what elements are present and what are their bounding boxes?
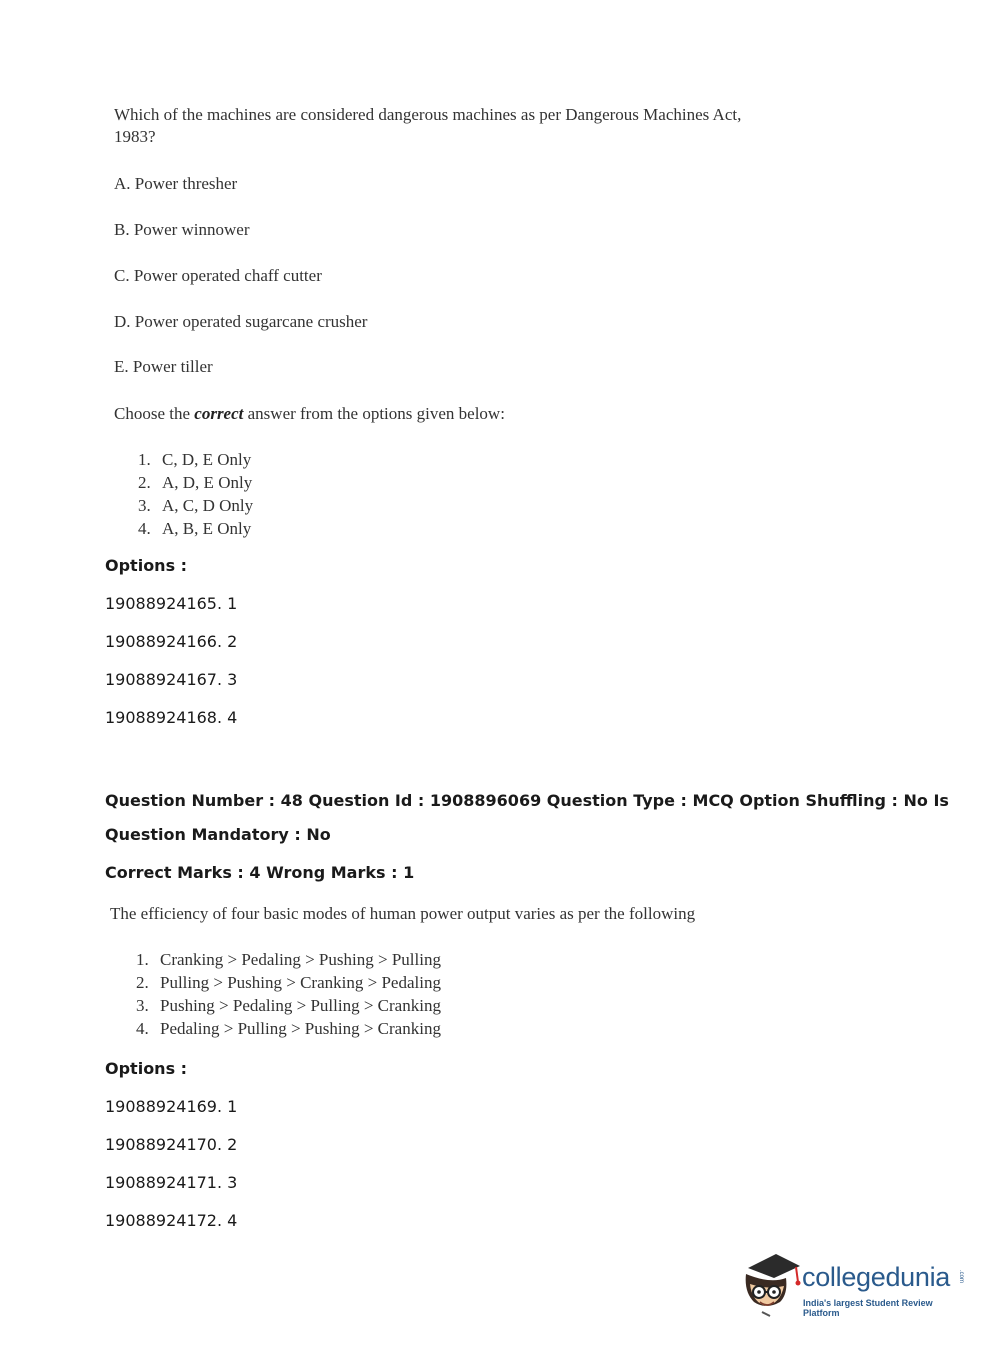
answer-choice: [138, 471, 253, 494]
option-item: 19088924167. 3: [105, 670, 238, 689]
answer-choice-list: [136, 948, 441, 1040]
question-text: The efficiency of four basic modes of human power output varies as per the following: [110, 904, 696, 923]
statement-d: D. Power operated sugarcane crusher: [114, 312, 368, 331]
options-label: Options :: [105, 1059, 188, 1078]
option-item: 19088924171. 3: [105, 1173, 238, 1192]
answer-choice: [136, 1017, 441, 1040]
answer-choice: [136, 994, 441, 1017]
choice-text: Pushing > Pedaling > Pulling > Cranking: [160, 996, 441, 1015]
option-item: 19088924170. 2: [105, 1135, 238, 1154]
option-item: 19088924168. 4: [105, 708, 238, 727]
choice-number: 2.: [136, 973, 149, 992]
choice-text: C, D, E Only: [162, 450, 252, 469]
choose-prefix: Choose the: [114, 404, 195, 423]
choice-text: A, B, E Only: [162, 519, 252, 538]
logo-suffix: .com: [958, 1270, 964, 1284]
options-label: Options :: [105, 556, 188, 575]
choice-text: Cranking > Pedaling > Pushing > Pulling: [160, 950, 441, 969]
answer-choice: [138, 448, 253, 471]
logo-tagline: India's largest Student Review Platform: [803, 1298, 933, 1318]
choice-number: 1.: [138, 450, 151, 469]
choice-number: 2.: [138, 473, 151, 492]
answer-choice-list: [138, 448, 253, 540]
choice-text: Pedaling > Pulling > Pushing > Cranking: [160, 1019, 441, 1038]
answer-choice: [136, 948, 441, 971]
answer-choice: [138, 517, 253, 540]
mascot-icon: [740, 1248, 802, 1320]
option-item: 19088924166. 2: [105, 632, 238, 651]
choose-instruction: [114, 404, 505, 424]
statement-b: B. Power winnower: [114, 220, 250, 239]
question-marks: Correct Marks : 4 Wrong Marks : 1: [105, 863, 415, 882]
statement-c: C. Power operated chaff cutter: [114, 266, 322, 285]
statement-a: A. Power thresher: [114, 174, 238, 193]
choice-number: 4.: [136, 1019, 149, 1038]
question-meta-line2: Question Mandatory : No: [105, 825, 331, 844]
option-item: 19088924165. 1: [105, 594, 238, 613]
choice-text: A, D, E Only: [162, 473, 253, 492]
option-item: 19088924172. 4: [105, 1211, 238, 1230]
choice-number: 1.: [136, 950, 149, 969]
choice-number: 4.: [138, 519, 151, 538]
statement-e: E. Power tiller: [114, 357, 213, 376]
question-meta-line1: Question Number : 48 Question Id : 1908896069 Question Type : MCQ Option Shuffling : No Is: [105, 791, 949, 810]
choose-emphasis: correct: [194, 404, 244, 423]
question-text: Which of the machines are considered dangerous machines as per Dangerous Machines Act, 1983?: [114, 105, 742, 146]
choice-number: 3.: [136, 996, 149, 1015]
choose-suffix: answer from the options given below:: [243, 404, 505, 423]
answer-choice: [136, 971, 441, 994]
answer-choice: [138, 494, 253, 517]
logo-wordmark: collegedunia: [802, 1262, 951, 1292]
choice-text: Pulling > Pushing > Cranking > Pedaling: [160, 973, 441, 992]
collegedunia-logo: [740, 1248, 970, 1320]
option-item: 19088924169. 1: [105, 1097, 238, 1116]
choice-number: 3.: [138, 496, 151, 515]
choice-text: A, C, D Only: [162, 496, 254, 515]
